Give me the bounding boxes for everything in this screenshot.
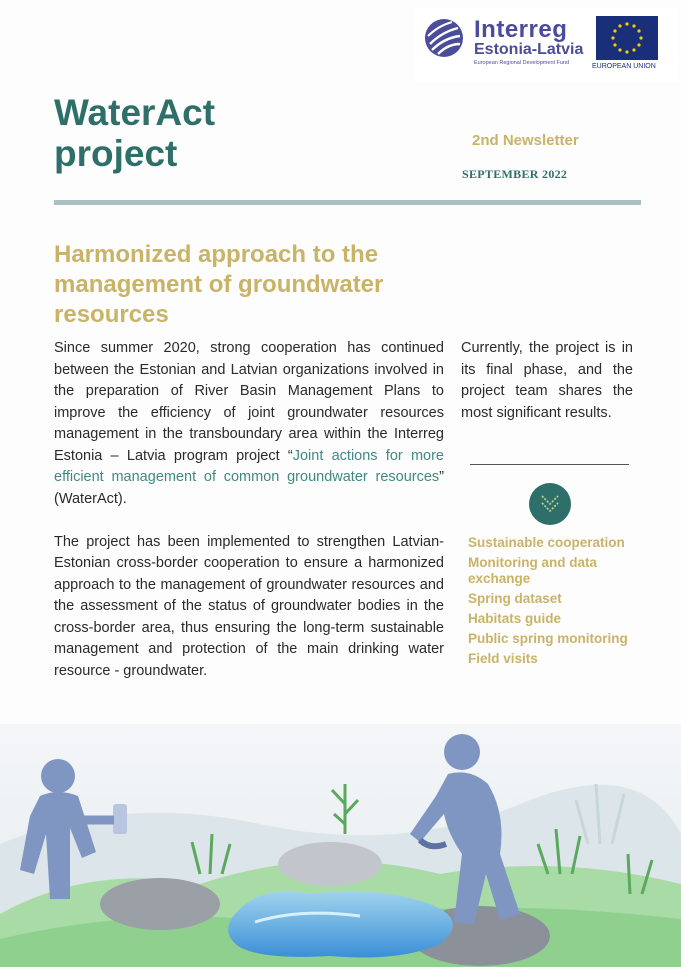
header-divider [54,200,641,205]
article-paragraph-1 [54,338,444,510]
page-title [54,92,354,174]
newsletter-date: SEPTEMBER 2022 [462,167,568,181]
para1-text-end: ” (WaterAct). [54,469,444,507]
newsletter-number: 2nd Newsletter [472,132,579,149]
interreg-logo-icon [424,18,464,58]
interreg-program-region: Estonia-Latvia [474,41,584,58]
article-heading: Harmonized approach to the management of groundwater resources [54,241,384,328]
groundwater-illustration [0,724,681,967]
fund-line: European Regional Development Fund [474,60,570,66]
para1-text-start: Since summer 2020, strong cooperation has continued between the Estonian and Latvian organizations involved in the preparation of River Basin Management Plans to improve the efficiency of joint groundwater resources management in the transboundary area within the Interreg Estonia – Latvia program project “ [54,340,444,464]
topic-item: Field visits [468,651,538,666]
article-paragraph-2: The project has been implemented to strengthen Latvian-Estonian cross-border cooperation to ensure a harmonized approach to the management of groundwater resources and the assessment of the status of groundwater bodies in the cross-border area, thus ensuring the long-term sustainable management and protection of the main drinking water resource - groundwater. [54,533,444,679]
eu-label: EUROPEAN UNION [592,63,656,70]
title-line-1: WaterAct [54,92,216,133]
topic-item: Public spring monitoring [468,631,628,646]
side-divider [470,464,629,465]
topics-list [468,535,658,671]
double-chevron-down-icon [529,483,571,525]
side-text: Currently, the project is in its final phase, and the project team shares the most significant results. [461,340,633,421]
project-name-link[interactable]: Joint actions for more efficient management of common groundwater resources [54,447,444,485]
topic-item: Monitoring and data exchange [468,555,597,586]
interreg-program-name: Interreg [474,16,568,43]
topic-item: Habitats guide [468,611,562,626]
topic-item: Spring dataset [468,591,562,606]
article-body [54,338,444,704]
eu-flag-icon [596,16,658,60]
topic-item: Sustainable cooperation [468,535,625,550]
title-line-2: project [54,133,178,174]
